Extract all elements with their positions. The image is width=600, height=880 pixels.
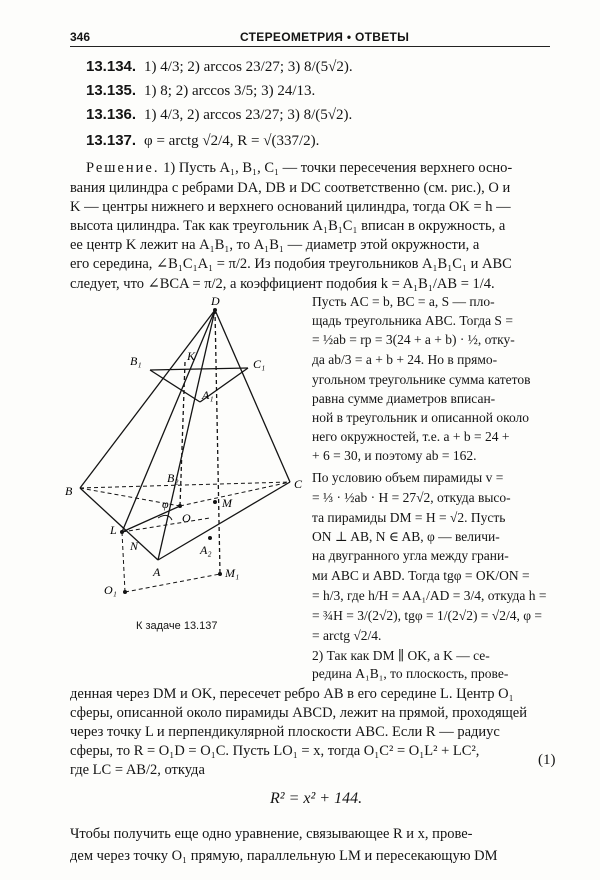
label-d: D [211, 294, 220, 308]
figure-caption: К задаче 13.137 [136, 620, 218, 632]
label-o1: O₁ [104, 583, 117, 597]
right-line-10: По условию объем пирамиды v = [312, 470, 504, 485]
page-number: 346 [70, 30, 91, 44]
solution-text: 1) Пусть A₁, B₁, C₁ — точки пересечения верхнего осно- [163, 160, 513, 176]
solution-line-3: K — центры нижнего и верхнего оснований цилиндра, тогда OK = h — [70, 199, 511, 215]
right-line-13: ON ⊥ AB, N ∈ AB, φ — величи- [312, 529, 500, 544]
running-header [70, 24, 550, 47]
label-b1: B₁ [130, 354, 142, 368]
right-line-11: = ⅓ · ½ab · H = 27√2, откуда высо- [312, 490, 511, 505]
right-line-3: = ½ab = rp = 3(24 + a + b) · ½, отку- [312, 332, 515, 347]
right-line-7: ной в треугольник и описанной около [312, 410, 530, 425]
solution-line-4: высота цилиндра. Так как треугольник A₁B₁C₁ вписан в окружность, а [70, 218, 506, 234]
right-line-2: щадь треугольника ABC. Тогда S = [312, 313, 513, 328]
label-m1: M₁ [225, 566, 240, 580]
right-line-16: = h/3, где h/H = AA₁/AD = 3/4, откуда h = [312, 588, 547, 603]
label-a2: A₂ [200, 543, 212, 557]
solution-line-6: его середина, ∠B₁C₁A₁ = π/2. Из подобия треугольников A₁B₁C₁ и ABC [70, 256, 512, 272]
answer-text: 1) 8; 2) arccos 3/5; 3) 24/13. [144, 83, 316, 99]
solution-line-2: вания цилиндра с ребрами DA, DB и DC соответственно (см. рис.), O и [70, 180, 511, 196]
right-line-14: на двугранного угла между грани- [312, 548, 509, 563]
bottom-line-2: сферы, описанной около пирамиды ABCD, лежит на прямой, проходящей [70, 705, 527, 721]
answer-13-137 [86, 132, 319, 150]
right-line-8: него окружностей, т.е. a + b = 24 + [312, 429, 510, 444]
bottom-line-1: денная через DM и OK, пересечет ребро AB в его середине L. Центр O₁ [70, 686, 514, 702]
label-m: M [222, 496, 232, 510]
right-line-4: да ab/3 = a + b + 24. Но в прямо- [312, 352, 498, 367]
formula-1: R² = x² + 144. [270, 790, 363, 807]
answer-text: 1) 4/3; 2) arccos 23/27; 3) 8/(5√2). [144, 59, 353, 75]
right-line-6: равна сумме диаметров вписан- [312, 391, 496, 406]
right-line-5: угольном треугольнике сумма катетов [312, 372, 531, 387]
solution-line-1 [86, 160, 512, 177]
label-k: K [187, 349, 196, 363]
equation-number: (1) [538, 752, 556, 768]
answer-number: 13.134. [86, 58, 137, 75]
answer-text: 1) 4/3, 2) arccos 23/27; 3) 8/(5√2). [144, 107, 353, 123]
label-phi: φ [162, 497, 169, 511]
label-a: A [153, 565, 161, 579]
answer-number: 13.137. [86, 132, 137, 149]
solution-label: Решение. [86, 160, 160, 176]
answer-text: φ = arctg √2/4, R = √(337/2). [144, 133, 320, 149]
right-line-1: Пусть AC = b, BC = a, S — пло- [312, 294, 495, 309]
label-o: O [182, 511, 191, 525]
label-c1: C₁ [253, 357, 266, 371]
closing-line-1: Чтобы получить еще одно уравнение, связывающее R и x, прове- [70, 826, 473, 842]
bottom-line-4: сферы, то R = O₁D = O₁C. Пусть LO₁ = x, тогда O₁C² = O₁L² + LC², [70, 743, 480, 759]
right-line-20: редина A₁B₁, то плоскость, прове- [312, 666, 509, 681]
label-a1: A₁ [202, 388, 214, 402]
label-l: L [110, 523, 117, 537]
label-c: C [294, 477, 303, 491]
right-line-19: 2) Так как DM ∥ OK, а K — се- [312, 648, 490, 663]
answer-13-136 [86, 106, 352, 124]
right-line-17: = ¾H = 3/(2√2), tgφ = 1/(2√2) = √2/4, φ = [312, 608, 542, 623]
label-b2: B₂ [167, 471, 179, 485]
answer-13-135 [86, 82, 315, 100]
right-line-15: ми ABC и ABD. Тогда tgφ = OK/ON = [312, 568, 530, 583]
running-title: СТЕРЕОМЕТРИЯ • ОТВЕТЫ [240, 30, 410, 44]
right-line-18: = arctg √2/4. [312, 628, 382, 643]
bottom-line-5: где LC = AB/2, откуда [70, 762, 205, 778]
answer-number: 13.136. [86, 106, 137, 123]
right-line-12: та пирамиды DM = H = √2. Пусть [312, 510, 506, 525]
answer-13-134 [86, 58, 353, 76]
label-n: N [130, 539, 139, 553]
closing-line-2: дем через точку O₁ прямую, параллельную LM и пересекающую DM [70, 848, 498, 864]
bottom-line-3: через точку L и перпендикулярной плоскости ABC. Если R — радиус [70, 724, 500, 740]
solution-line-7: следует, что ∠BCA = π/2, а коэффициент подобия k = A₁B₁/AB = 1/4. [70, 276, 495, 292]
right-line-9: + 6 = 30, и поэтому ab = 162. [312, 448, 477, 463]
label-b: B [65, 484, 73, 498]
answer-number: 13.135. [86, 82, 137, 99]
pyramid-figure [60, 292, 310, 622]
solution-line-5: ее центр K лежит на A₁B₁, то A₁B₁ — диаметр этой окружности, а [70, 237, 480, 253]
